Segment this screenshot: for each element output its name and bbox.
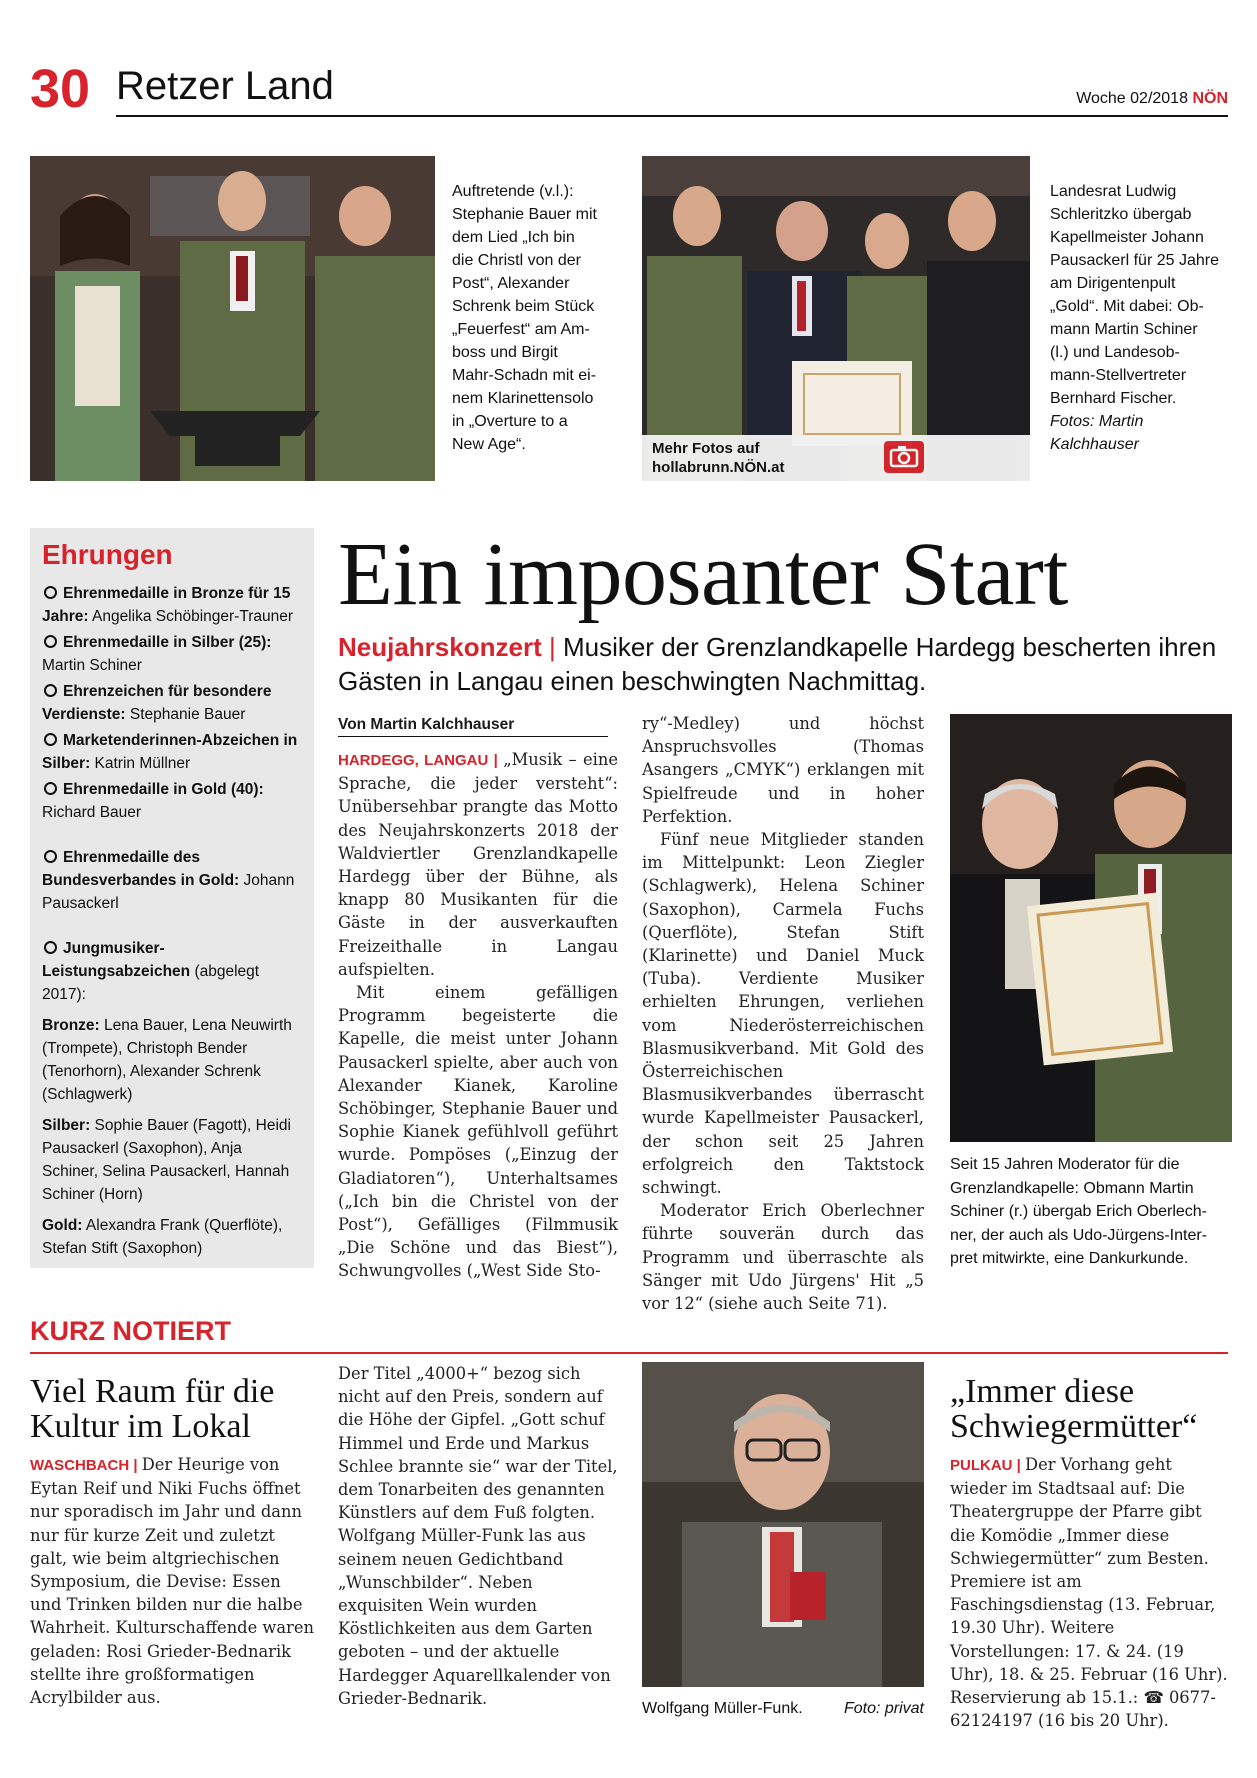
- paragraph: Der Titel „4000+“ bezog sich nicht auf den Preis, sondern auf die Höhe der Gipfel. „Gott schuf Himmel und Erde und Markus Schlee brannte sie“ war der Titel, dem Tonarbeiten des genannten Künstlers auf dem Fuß folgten. Wolfgang Müller-Funk las aus seinem neuen Gedichtband „Wunschbilder“. Neben exquisiten Wein wurden Köstlichkeiten aus dem Garten geboten – und der aktuelle Hardegger Aquarellkalender von Grieder-Bednarik.: [338, 1364, 618, 1708]
- caption-line: Pausackerl für 25 Jahre: [1050, 252, 1219, 269]
- badge-line-1: Mehr Fotos auf: [652, 440, 760, 457]
- caption-line: Grenzlandkapelle: Obmann Martin: [950, 1179, 1194, 1197]
- caption-line: Bernhard Fischer.: [1050, 390, 1177, 407]
- bullet-icon: [44, 586, 57, 599]
- kurz-notiert-title: KURZ NOTIERT: [30, 1316, 231, 1346]
- honor-item: Ehrenzeichen für besondere Verdienste: Stephanie Bauer: [42, 683, 272, 723]
- photo3-caption: [950, 1153, 1232, 1271]
- honor-item: Ehrenmedaille des Bundesverbandes in Gold: Johann Pausackerl: [42, 849, 295, 912]
- caption-line: „Feuerfest“ am Am-: [452, 321, 590, 338]
- story2-headline: „Immer diese Schwiegermütter“: [950, 1373, 1198, 1445]
- paragraph: WASCHBACH | Der Heurige von Eytan Reif und Niki Fuchs öffnet nur sporadisch im Jahr und dann nur für kurze Zeit und zuletzt galt, wie beim altgriechischen Symposium, die Devise: Essen und Trinken bilden nur die halbe Wahrheit. Kulturschaffende waren geladen: Rosi Grieder-Bednarik stellte ihre großformatigen Acrylbilder aus.: [30, 1455, 314, 1708]
- story1-column-1: [30, 1453, 314, 1709]
- bullet-icon: [44, 635, 57, 648]
- paragraph: Fünf neue Mitglieder standen im Mittelpunkt: Leon Ziegler (Schlagwerk), Helena Schiner (Saxophon), Carmela Fuchs (Querflöte), Stefan Stift (Klarinette) und Daniel Muck (Tuba). Verdiente Musiker erhielten Ehrungen, verliehen vom Niederösterreichischen Blasmusikverband. Mit Gold des Österreichischen Blasmusikverbandes überrascht wurde Kapellmeister Pausackerl, der schon seit 25 Jahren erfolgreich den Taktstock schwingt.: [642, 830, 924, 1198]
- paragraph: PULKAU | Der Vorhang geht wieder im Stadtsaal auf: Die Theatergruppe der Pfarre gibt die Komödie „Immer diese Schwiegermütter“ zum Besten. Premiere ist am Faschingsdienstag (13. Februar, 19.30 Uhr). Weitere Vorstellungen: 17. & 24. (19 Uhr), 18. & 25. Februar (16 Uhr). Reservierung ab 15.1.: ☎ 0677-62124197 (16 bis 20 Uhr).: [950, 1455, 1228, 1731]
- photo4-caption: [642, 1697, 924, 1720]
- badge-line-2: hollabrunn.NÖN.at: [652, 459, 785, 476]
- photo-credit: [1050, 410, 1235, 456]
- article-headline: Ein imposanter Start: [338, 525, 1068, 624]
- bullet-icon: [44, 733, 57, 746]
- credit-line: Fotos: Martin: [1050, 413, 1144, 430]
- caption-line: ner, der auch als Udo-Jürgens-Inter-: [950, 1226, 1208, 1244]
- credit-line: Kalchhauser: [1050, 436, 1139, 453]
- subhead-text: Musiker der Grenzlandkapelle Hardegg bescherten ihren Gästen in Langau einen beschwingten Nachmittag.: [338, 632, 1217, 696]
- honor-level: Gold: Alexandra Frank (Querflöte), Stefan Stift (Saxophon): [42, 1217, 283, 1257]
- photo-performers: [30, 156, 435, 481]
- caption-line: (l.) und Landesob-: [1050, 344, 1180, 361]
- caption-line: „Gold“. Mit dabei: Ob-: [1050, 298, 1204, 315]
- story1-dateline: WASCHBACH: [30, 1457, 130, 1474]
- caption-line: boss und Birgit: [452, 344, 558, 361]
- sidebar-title: Ehrungen: [42, 539, 173, 570]
- article-dateline: HARDEGG, LANGAU: [338, 752, 489, 769]
- caption-line: pret mitwirkte, eine Dankurkunde.: [950, 1250, 1189, 1267]
- caption-line: Mahr-Schadn mit ei-: [452, 367, 597, 384]
- more-photos-badge[interactable]: [642, 435, 1030, 481]
- paragraph: Mit einem gefälligen Programm begeisterte die Kapelle, die meist unter Johann Pausackerl spielte, aber auch von Alexander Kianek, Karoline Schöbinger, Stephanie Bauer und Sophie Kianek gefühlvoll geführt wurde. Pompöses („Einzug der Gladiatoren“), Unterhaltsames („Ich bin die Christel von der Post“), Gefälliges (Filmmusik „Die Schöne und das Biest“), Schwungvolles („West Side Sto-: [338, 983, 618, 1281]
- story2-dateline: PULKAU: [950, 1457, 1013, 1474]
- article-column-1: [338, 748, 618, 1283]
- issue-week: [1076, 90, 1228, 108]
- caption-line: dem Lied „Ich bin: [452, 229, 575, 246]
- brand-logo: NÖN: [1192, 90, 1228, 107]
- bullet-icon: [44, 782, 57, 795]
- honor-item: Ehrenmedaille in Silber (25): Martin Schiner: [42, 634, 272, 674]
- caption-text: Wolfgang Müller-Funk.: [642, 1700, 803, 1717]
- article-subhead: [338, 630, 1218, 698]
- photo-award-ceremony: [642, 156, 1030, 481]
- photo1-caption: [452, 180, 627, 456]
- section-title: Retzer Land: [116, 64, 334, 108]
- caption-line: Seit 15 Jahren Moderator für die: [950, 1156, 1180, 1173]
- caption-line: Schleritzko übergab: [1050, 206, 1192, 223]
- caption-line: Auftretende (v.l.):: [452, 183, 574, 200]
- honor-level: Bronze: Lena Bauer, Lena Neuwirth (Trompete), Christoph Bender (Tenorhorn), Alexander Schrenk (Schlagwerk): [42, 1017, 292, 1103]
- paragraph: HARDEGG, LANGAU | „Musik – eine Sprache, die jeder versteht“: Unübersehbar prangte das Motto des Neujahrskonzerts 2018 der Waldviertler Grenzlandkapelle Hardegg über der Bühne, als knapp 80 Musikanten für die Gäste in der ausverkauften Freizeithalle in Langau aufspielten.: [338, 750, 618, 979]
- caption-line: Stephanie Bauer mit: [452, 206, 597, 223]
- honor-item: Ehrenmedaille in Gold (40): Richard Bauer: [42, 781, 264, 821]
- paragraph: Moderator Erich Oberlechner führte souverän durch das Programm und überraschte als Sänger mit Udo Jürgens' Hit „5 vor 12“ (siehe auch Seite 71).: [642, 1201, 924, 1314]
- caption-line: am Dirigentenpult: [1050, 275, 1176, 292]
- caption-line: mann Martin Schiner: [1050, 321, 1198, 338]
- bullet-icon: [44, 941, 57, 954]
- article-column-2: [642, 712, 924, 1315]
- paragraph: ry“-Medley) und höchst Anspruchsvolles (Thomas Asangers „CMYK“) erklangen mit Spielfreude und in hoher Perfektion.: [642, 714, 924, 826]
- photo-moderator: [950, 714, 1232, 1142]
- honor-item: Jungmusiker-Leistungsabzeichen (abgelegt 2017):: [42, 940, 260, 1003]
- caption-line: New Age“.: [452, 436, 526, 453]
- week-label: Woche 02/2018: [1076, 90, 1188, 107]
- story1-column-2: [338, 1362, 620, 1710]
- caption-line: Post“, Alexander: [452, 275, 570, 292]
- article-kicker: Neujahrskonzert: [338, 632, 542, 662]
- photo-credit: Foto: privat: [843, 1700, 924, 1717]
- page-number: 30: [30, 59, 91, 119]
- caption-line: nem Klarinettensolo: [452, 390, 594, 407]
- photo-mueller-funk: [642, 1362, 924, 1687]
- kicker-separator: |: [548, 632, 563, 662]
- honor-item: Marketenderinnen-Abzeichen in Silber: Katrin Müllner: [42, 732, 298, 772]
- header-rule: [116, 115, 1228, 117]
- honors-sidebar: [30, 528, 314, 1268]
- story2-column: [950, 1453, 1232, 1732]
- story1-headline: Viel Raum für die Kultur im Lokal: [30, 1373, 275, 1445]
- honor-level: Silber: Sophie Bauer (Fagott), Heidi Pausackerl (Saxophon), Anja Schiner, Selina Pausackerl, Hannah Schiner (Horn): [42, 1117, 291, 1203]
- caption-line: die Christl von der: [452, 252, 581, 269]
- caption-line: mann-Stellvertreter: [1050, 367, 1187, 384]
- honor-item: Ehrenmedaille in Bronze für 15 Jahre: Angelika Schöbinger-Trauner: [42, 585, 294, 625]
- caption-line: Schrenk beim Stück: [452, 298, 595, 315]
- telephone-icon: ☎: [1143, 1688, 1164, 1708]
- bullet-icon: [44, 850, 57, 863]
- caption-line: Kapellmeister Johann: [1050, 229, 1204, 246]
- article-byline: Von Martin Kalchhauser: [338, 716, 608, 737]
- bullet-icon: [44, 684, 57, 697]
- photo2-caption: [1050, 180, 1235, 456]
- caption-line: Landesrat Ludwig: [1050, 183, 1177, 200]
- phone-number: 0677-62124197 (16 bis 20 Uhr).: [950, 1688, 1216, 1731]
- camera-icon: [884, 441, 924, 473]
- caption-line: Schiner (r.) übergab Erich Oberlech-: [950, 1203, 1207, 1220]
- kurz-notiert-rule: [30, 1352, 1228, 1354]
- caption-line: in „Overture to a: [452, 413, 568, 430]
